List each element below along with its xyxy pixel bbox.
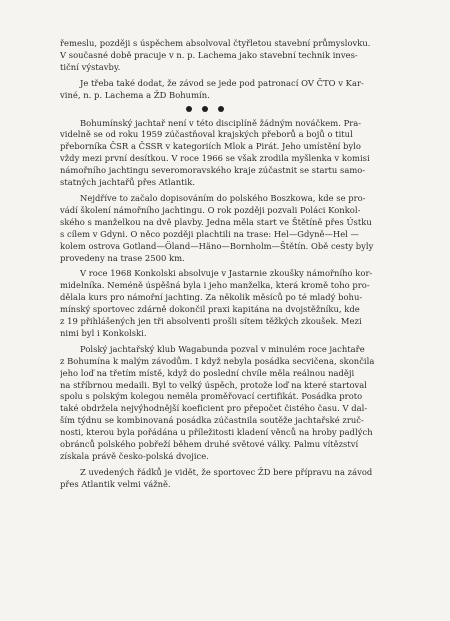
text-line: spolu s polským kolegou neměla proměřovací certifikát. Posádka proto (60, 391, 363, 402)
text-line: vždy mezi první desítkou. V roce 1966 se však zrodila myšlenka v komisi (60, 153, 370, 164)
paragraph-1 (60, 38, 390, 74)
text-line: provedeny na trase 2500 km. (60, 252, 185, 263)
text-line: přes Atlantik velmi vážně. (60, 478, 171, 489)
paragraph-6 (60, 344, 390, 463)
text-line: Z uvedených řádků je vidět, že sportovec ŽD bere přípravu na závod (80, 466, 373, 477)
text-line: také obdržela nejvýhodnější koeficient pro přepočet čistého času. V dal- (60, 403, 368, 414)
text-line: viné, n. p. Lachema a ŽD Bohumín. (60, 89, 210, 100)
paragraph-3 (60, 118, 390, 189)
text-line: dělala kurs pro námořní jachting. Za několik měsíců po té mladý bohu- (60, 292, 363, 303)
separator-dot (186, 106, 192, 112)
text-line: získala právě česko-polská dvojice. (60, 451, 209, 461)
text-line: z Bohumína k malým závodům. I když nebyla posádka secvičena, skončila (60, 355, 375, 366)
text-line: kolem ostrova Gotland—Öland—Häno—Bornholm—Štětín. Obě cesty byly (60, 240, 374, 251)
paragraph-2 (60, 78, 390, 102)
text-line: Nejdříve to začalo dopisováním do polského Boszkowa, kde se pro- (80, 192, 366, 203)
text-line: videlně se od roku 1959 zúčastňoval krajských přeborů a bojů o titul (60, 129, 353, 140)
text-line: obránců polského pobřeží během druhé světové války. Palmu vítězství (60, 439, 359, 450)
document-body (60, 38, 390, 495)
text-line: přeborníka ČSR a ČSSR v kategoriích Mlok a Pirát. Jeho umístění bylo (60, 141, 361, 152)
paragraph-4 (60, 193, 390, 264)
section-separator (60, 106, 390, 112)
text-line: Bohumínský jachtař není v této disciplíně žádným nováčkem. Pra- (80, 117, 362, 128)
text-line: Je třeba také dodat, že závod se jede pod patronací OV ČTO v Kar- (80, 77, 364, 88)
text-line: mínský sportovec zdárně dokončil praxi kapitána na dvojstěžníku, kde (60, 304, 360, 315)
text-line: řemeslu, později s úspěchem absolvoval čtyřletou stavební průmyslovku. (60, 38, 371, 48)
text-line: Polský jachtařský klub Wagabunda pozval v minulém roce jachtaře (80, 343, 365, 354)
text-line: statných jachtařů přes Atlantik. (60, 177, 196, 188)
paragraph-7 (60, 467, 390, 491)
text-line: vádí školení námořního jachtingu. O rok později pozvali Poláci Konkol- (60, 204, 361, 215)
text-line: z 19 přihlášených jen tři absolventi prošli sítem těžkých zkoušek. Mezi (60, 316, 362, 327)
text-line: jeho loď na třetím místě, když do poslední chvíle měla reálnou naději (60, 367, 355, 378)
text-line: s cílem v Gdyni. O něco později plachtili na trase: Hel—Gdyně—Hel — (60, 228, 359, 239)
text-line: midelníka. Neméně úspěšná byla i jeho manželka, která kromě toho pro- (60, 280, 370, 291)
text-line: V současné době pracuje v n. p. Lachema jako stavební technik inves- (60, 49, 358, 60)
text-line: nimi byl i Konkolski. (60, 327, 147, 338)
text-line: ším týdnu se kombinovaná posádka zúčastnila soutěže jachtařské zruč- (60, 415, 364, 426)
text-line: námořního jachtingu severomoravského kraje zúčastnit se startu samo- (60, 165, 366, 176)
text-line: ského s manželkou na dvě plavby. Jedna měla start ve Štětíně přes Ústku (60, 216, 372, 227)
separator-dot (202, 106, 208, 112)
text-line: tiční výstavby. (60, 61, 121, 72)
paragraph-5 (60, 268, 390, 339)
text-line: V roce 1968 Konkolski absolvuje v Jastarnie zkoušky námořního kor- (80, 268, 373, 279)
separator-dot (218, 106, 224, 112)
text-line: nosti, kterou byla pořádána u příležitosti kladení věnců na hroby padlých (60, 427, 373, 438)
text-line: na stříbrnou medaili. Byl to velký úspěch, protože loď na které startoval (60, 379, 367, 390)
